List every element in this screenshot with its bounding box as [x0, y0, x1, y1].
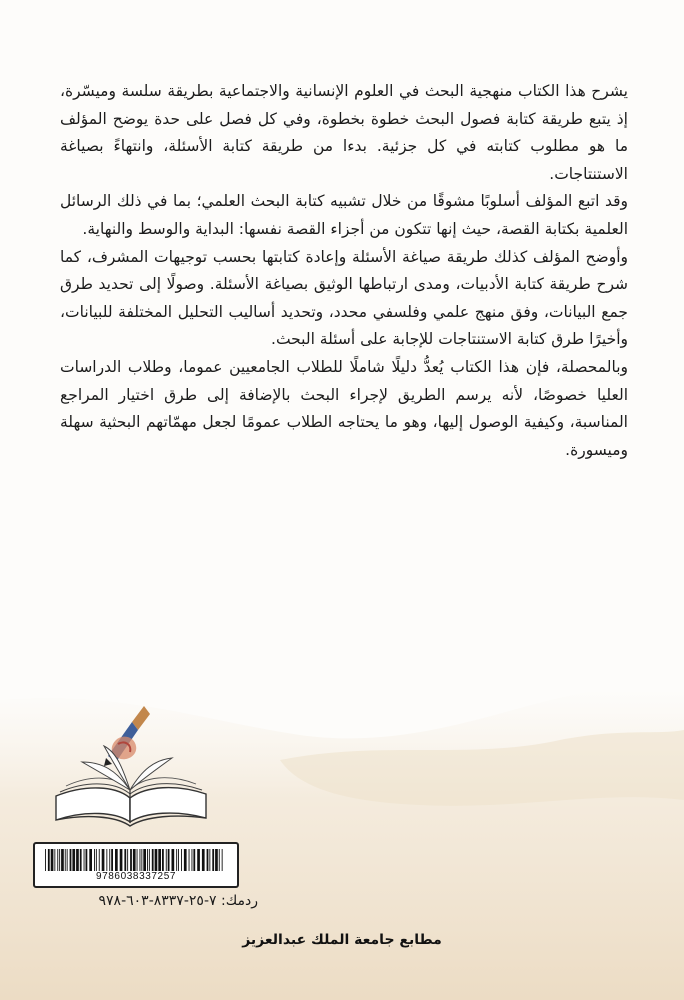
barcode-bar	[115, 849, 118, 871]
barcode-bar	[109, 849, 110, 871]
barcode-bar	[94, 849, 95, 871]
paragraph-3: وأوضح المؤلف كذلك طريقة صياغة الأسئلة وإعادة كتابتها بحسب توجيهات المشرف، كما شرح طريقة كتابة الأدبيات، ومدى ارتباطها الوثيق بصياغة الأسئلة. وصولًا إلى تحديد طرق جمع البيانات، وفق منهج علمي وفلسفي محدد، وتحديد أساليب التحليل المختلفة للبيانات، وأخيرًا طرق كتابة الاستنتاجات للإجابة على أسئلة البحث.	[60, 247, 628, 349]
barcode-bar	[193, 849, 195, 871]
barcode-bar	[147, 849, 148, 871]
barcode-bar	[155, 849, 158, 871]
barcode-bar	[176, 849, 177, 871]
barcode-bar	[184, 849, 187, 871]
barcode-bar	[86, 849, 88, 871]
barcode-bar	[172, 849, 175, 871]
barcode-bars	[45, 849, 225, 871]
barcode-bar	[45, 849, 46, 871]
barcode-bar	[120, 849, 123, 871]
barcode-bar	[67, 849, 68, 871]
barcode-bar	[215, 849, 218, 871]
barcode-bar	[181, 849, 182, 871]
isbn-barcode	[33, 842, 239, 888]
barcode-bar	[207, 849, 209, 871]
description-text	[60, 78, 628, 464]
barcode-bar	[111, 849, 113, 871]
barcode-bar	[80, 849, 82, 871]
barcode-bar	[192, 849, 193, 871]
barcode-bar	[133, 849, 136, 871]
barcode-bar	[152, 849, 154, 871]
barcode-bar	[140, 849, 141, 871]
barcode-bar	[54, 849, 55, 871]
barcode-bar	[57, 849, 58, 871]
barcode-bar	[99, 849, 100, 871]
barcode-bar	[65, 849, 66, 871]
barcode-bar	[168, 849, 170, 871]
barcode-bar	[76, 849, 79, 871]
barcode-bar	[149, 849, 150, 871]
paragraph-4: وبالمحصلة، فإن هذا الكتاب يُعدُّ دليلًا شاملًا للطلاب الجامعيين عموما، وطلاب الدراسات العليا خصوصًا، لأنه يرسم الطريق لإجراء البحث بالإضافة إلى طرق اختيار المراجع المناسبة، وكيفية الوصول إليها، وهو ما يحتاجه الطلاب عمومًا لجعل مهمّاتهم البحثية سهلة وميسورة.	[60, 357, 628, 459]
barcode-bar	[158, 849, 161, 871]
barcode-bar	[51, 849, 54, 871]
barcode-number: 9786038337257	[95, 871, 177, 882]
barcode-bar	[202, 849, 205, 871]
barcode-bar	[178, 849, 179, 871]
barcode-bar	[48, 849, 50, 871]
barcode-bar	[219, 849, 220, 871]
barcode-bar	[212, 849, 214, 871]
barcode-bar	[59, 849, 60, 871]
isbn-text: ردمك: ٧-٢٥-٨٣٣٧-٦٠٣-٩٧٨	[98, 893, 258, 909]
paragraph-2: وقد اتبع المؤلف أسلوبًا مشوقًا من خلال تشبيه كتابة البحث العلمي؛ بما في ذلك الرسائل العلمية بكتابة القصة، حيث إنها تتكون من أجزاء القصة نفسها: البداية والوسط والنهاية.	[60, 192, 628, 238]
barcode-bar	[141, 849, 142, 871]
barcode-bar	[143, 849, 146, 871]
barcode-bar	[137, 849, 138, 871]
barcode-bar	[124, 849, 126, 871]
barcode-bar	[96, 849, 97, 871]
barcode-bar	[189, 849, 190, 871]
barcode-bar	[162, 849, 164, 871]
barcode-bar	[166, 849, 167, 871]
barcode-bar	[130, 849, 132, 871]
barcode-bar	[106, 849, 107, 871]
barcode-bar	[127, 849, 128, 871]
barcode-bar	[102, 849, 105, 871]
paragraph-1: يشرح هذا الكتاب منهجية البحث في العلوم الإنسانية والاجتماعية بطريقة سلسة وميسّرة، إذ يتبع طريقة كتابة فصول البحث خطوة بخطوة، وفي كل فصل على حدة يوضح المؤلف ما هو مطلوب كتابته في كل جزئية. بدءا من طريقة كتابة الأسئلة، وانتهاءً بصياغة الاستنتاجات.	[60, 82, 628, 183]
barcode-bar	[222, 849, 223, 871]
barcode-bar	[89, 849, 92, 871]
barcode-bar	[61, 849, 64, 871]
barcode-bar	[72, 849, 75, 871]
open-book-with-pen-icon	[46, 700, 216, 830]
barcode-bar	[209, 849, 210, 871]
barcode-bar	[197, 849, 200, 871]
publisher-name: مطابع جامعة الملك عبدالعزيز	[242, 932, 442, 948]
barcode-bar	[70, 849, 72, 871]
barcode-bar	[84, 849, 85, 871]
